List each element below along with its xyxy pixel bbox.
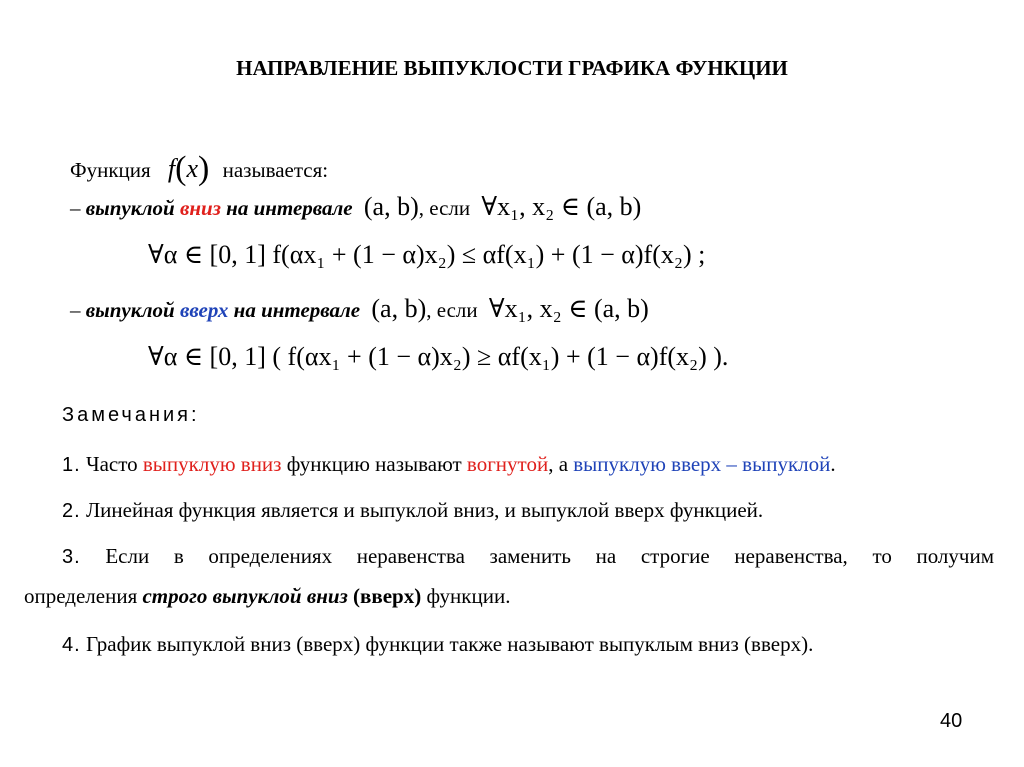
remark-3-line-2 [24, 584, 510, 609]
remark-number: 2. [62, 500, 81, 522]
def-down-word-down: вниз [179, 196, 221, 220]
remark-1-text-c: функцию называют [286, 452, 462, 476]
intro-function: f(x) [167, 150, 210, 187]
def-up-interval: (a, b) [371, 294, 427, 323]
remark-3-text-1: Если в определениях неравенства заменить на строгие неравенства, то получим [105, 544, 995, 568]
definition-up-line [70, 294, 649, 324]
def-down-word-interval: на интервале [226, 196, 353, 220]
def-down-forall: ∀x₁, x₂ ∈ (a, b) [481, 192, 642, 221]
remarks-heading: Замечания: [62, 404, 200, 426]
def-down-interval: (a, b) [363, 192, 419, 221]
def-up-word-interval: на интервале [233, 298, 361, 322]
dash: – [70, 298, 81, 322]
remark-1 [62, 452, 836, 477]
definition-down-line [70, 192, 641, 222]
remark-2-text: Линейная функция является и выпуклой вниз, и выпуклой вверх функцией. [85, 498, 764, 522]
remark-4-text: График выпуклой вниз (вверх) функции также называют выпуклым вниз (вверх). [85, 632, 814, 656]
remark-2 [62, 498, 763, 523]
def-down-if: , если [418, 196, 471, 220]
remark-number: 3. [62, 546, 81, 568]
remark-number: 1. [62, 454, 81, 476]
remark-1-period: . [830, 452, 836, 476]
dash: – [70, 196, 81, 220]
def-up-word-up: вверх [179, 298, 229, 322]
def-up-condition: ∀α ∈ [0, 1] ( f(αx₁ + (1 − α)x₂) ≥ αf(x₁) + (1 − α)f(x₂) ). [148, 342, 729, 371]
remark-3-up: (вверх) [353, 584, 422, 608]
remark-1-text-e: , а [548, 452, 569, 476]
intro-line [70, 148, 328, 186]
remark-1-text-a: Часто [85, 452, 138, 476]
def-up-if: , если [426, 298, 478, 322]
remark-3-line-1 [62, 544, 994, 569]
remark-3-text-2a: определения [24, 584, 138, 608]
def-down-word-convex: выпуклой [85, 196, 175, 220]
def-down-condition: ∀α ∈ [0, 1] f(αx₁ + (1 − α)x₂) ≤ αf(x₁) + (1 − α)f(x₂) ; [148, 240, 706, 269]
remark-3-text-2d: функции. [426, 584, 511, 608]
remark-1-concave: вогнутой [466, 452, 549, 476]
page-title: НАПРАВЛЕНИЕ ВЫПУКЛОСТИ ГРАФИКА ФУНКЦИИ [236, 56, 788, 80]
intro-text-1: Функция [70, 158, 151, 182]
page-number: 40 [940, 710, 963, 732]
remark-number: 4. [62, 634, 81, 656]
def-up-word-convex: выпуклой [85, 298, 175, 322]
remark-1-convex-down: выпуклую вниз [142, 452, 282, 476]
intro-text-2: называется: [222, 158, 329, 182]
remark-4 [62, 632, 813, 657]
def-up-forall: ∀x₁, x₂ ∈ (a, b) [488, 294, 649, 323]
remark-3-strictly-convex-down: строго выпуклой вниз [142, 584, 348, 608]
remark-1-convex-up: выпуклую вверх – выпуклой [573, 452, 831, 476]
